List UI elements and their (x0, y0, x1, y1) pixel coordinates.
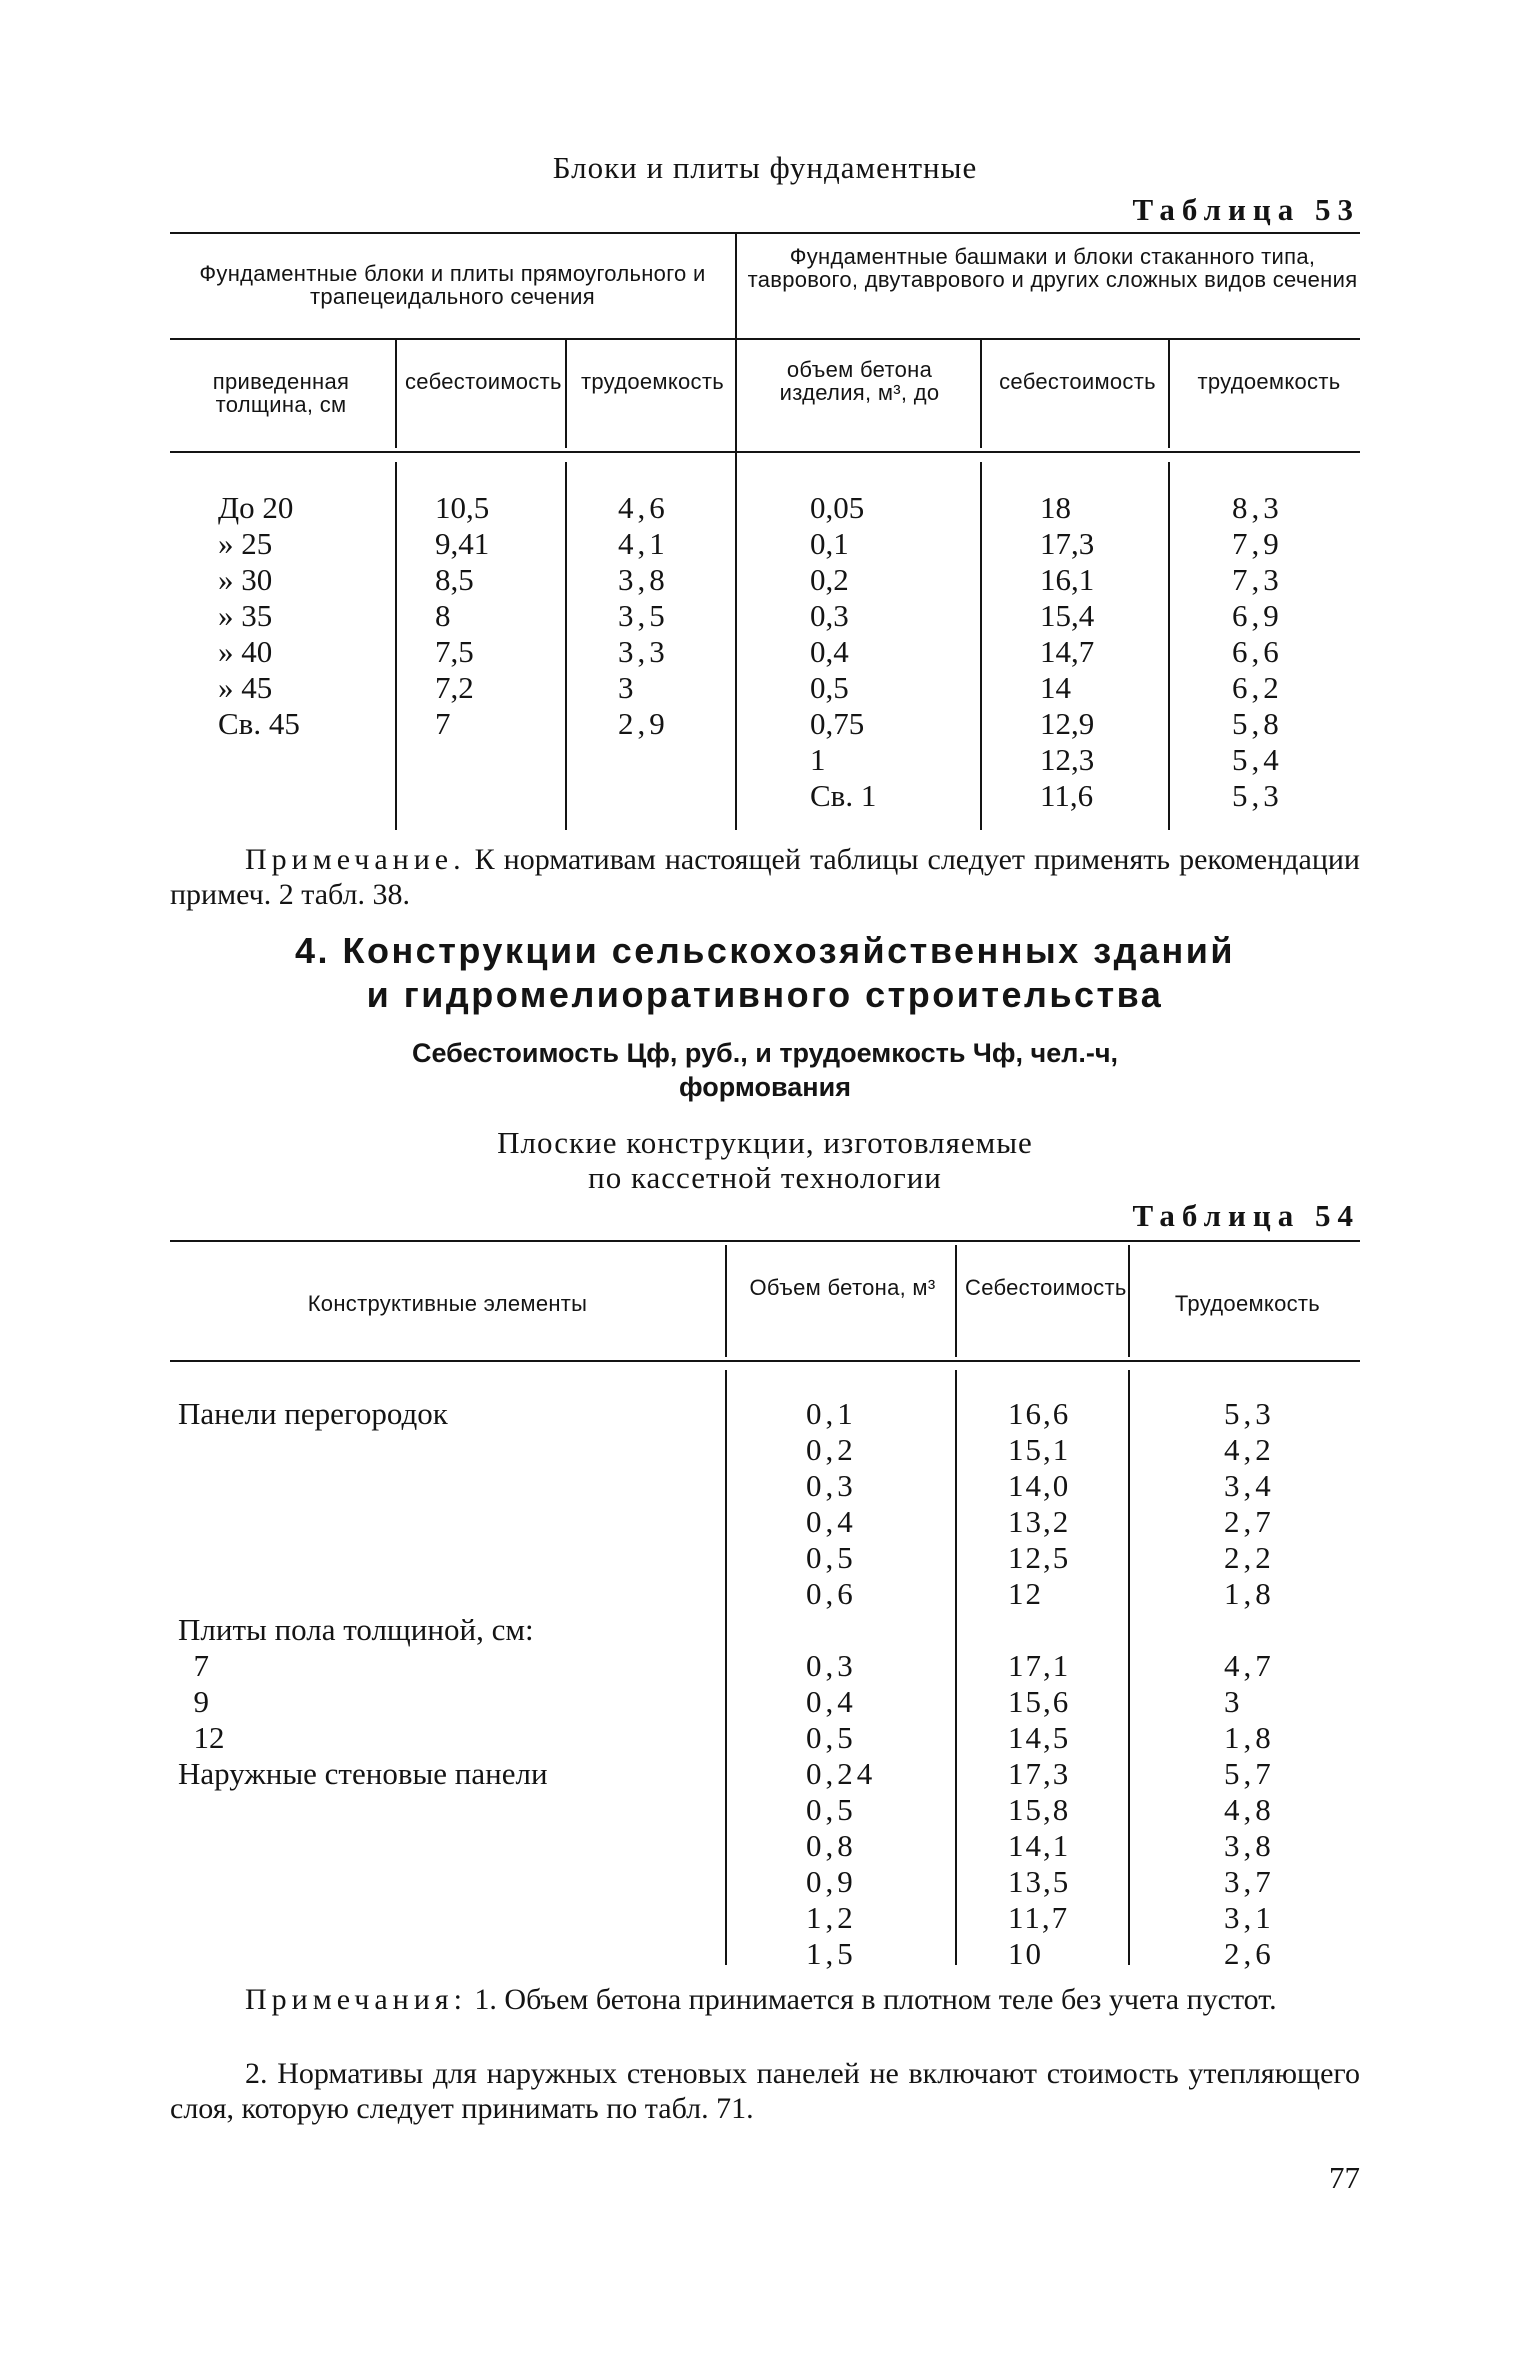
table-cell: » 40 (218, 634, 273, 669)
table53-col-thickness (218, 490, 300, 742)
table-cell: 0,5 (806, 1540, 857, 1575)
table-cell: 7,2 (435, 670, 474, 705)
table53-caption: Блоки и плиты фундаментные (552, 150, 978, 185)
table54-header-cost: Себестоимость (965, 1275, 1127, 1300)
table-cell: 2,7 (1224, 1504, 1275, 1539)
table-cell: 2,6 (1224, 1936, 1275, 1971)
table-cell: 9,41 (435, 526, 490, 561)
table-cell: 7 (178, 1648, 209, 1683)
table-cell: 14 (1040, 670, 1071, 705)
table-cell: » 45 (218, 670, 273, 705)
table-cell: 0,5 (806, 1792, 857, 1827)
table-cell: 6,9 (1232, 598, 1283, 633)
table-cell: 3,4 (1224, 1468, 1275, 1503)
table54-caption-line2: по кассетной технологии (588, 1160, 942, 1195)
table-cell: 1,8 (1224, 1576, 1275, 1611)
table-cell: 8 (435, 598, 451, 633)
table-cell: 0,2 (806, 1432, 857, 1467)
table-cell: 0,4 (806, 1684, 857, 1719)
table54-col-volume (806, 1396, 876, 1972)
table53-divider-b4 (980, 462, 982, 830)
table54-col-labor (1224, 1396, 1275, 1972)
table-cell: 0,1 (810, 526, 849, 561)
table-cell: 16,1 (1040, 562, 1095, 597)
table-cell: » 35 (218, 598, 273, 633)
table-cell: 7,9 (1232, 526, 1283, 561)
table54-note1 (170, 1982, 1360, 2017)
table-cell: 3,8 (1224, 1828, 1275, 1863)
table-cell: 1 (810, 742, 826, 777)
table-cell (178, 1468, 548, 1504)
table-cell: 1,5 (806, 1936, 857, 1971)
table-cell: 0,4 (806, 1504, 857, 1539)
table-cell: 15,4 (1040, 598, 1095, 633)
table-cell: 15,1 (1008, 1432, 1071, 1467)
table54-divider-b1 (725, 1370, 727, 1965)
table53-divider-h2 (565, 338, 567, 448)
table-cell: Панели перегородок (178, 1396, 448, 1431)
table-cell: 12 (178, 1720, 225, 1755)
table-cell: 5,3 (1224, 1396, 1275, 1431)
table54-caption-line1: Плоские конструкции, изготовляемые (497, 1125, 1033, 1160)
table53-divider-b5 (1168, 462, 1170, 830)
table54-divider-h3 (1128, 1245, 1130, 1357)
table53-divider-h5 (1168, 338, 1170, 448)
table54-label: Таблица 54 (1132, 1198, 1360, 1233)
table-cell: 2,9 (618, 706, 669, 741)
table-cell: 3,1 (1224, 1900, 1275, 1935)
table-cell: 4,6 (618, 490, 669, 525)
table-cell: 6,2 (1232, 670, 1283, 705)
table-cell: 3,3 (618, 634, 669, 669)
table-cell: 0,9 (806, 1864, 857, 1899)
table-cell: Наружные стеновые панели (178, 1756, 548, 1791)
table54-divider-h1 (725, 1245, 727, 1357)
table53-header-cost-right: себестоимость (999, 369, 1156, 394)
table-cell: 3,7 (1224, 1864, 1275, 1899)
table54-top-rule (170, 1240, 1360, 1242)
table-cell: Плиты пола толщиной, см: (178, 1612, 534, 1647)
table-cell: Св. 45 (218, 706, 300, 741)
table53-divider-h1 (395, 338, 397, 448)
table53-top-rule (170, 232, 1360, 234)
table-cell (1008, 1612, 1070, 1648)
table-cell: 13,5 (1008, 1864, 1071, 1899)
table-cell: 2,2 (1224, 1540, 1275, 1575)
table-cell: 11,6 (1040, 778, 1094, 813)
table54-note1-text: 1. Объем бетона принимается в плотном теле без учета пустот. (466, 1983, 1277, 2016)
table-cell: 14,0 (1008, 1468, 1071, 1503)
section-title-line1: 4. Конструкции сельскохозяйственных зданий (294, 930, 1236, 971)
table-cell: 0,3 (806, 1648, 857, 1683)
table-cell: 10 (1008, 1936, 1043, 1971)
page-number: 77 (1329, 2160, 1360, 2195)
section-title-line2: и гидромелиоративного строительства (366, 974, 1164, 1015)
table53-group-right: Фундаментные башмаки и блоки стаканного типа, таврового, двутаврового и других сложных видов сечения (747, 244, 1358, 292)
table-cell (178, 1432, 548, 1468)
table-cell: 0,75 (810, 706, 865, 741)
table-cell: 8,5 (435, 562, 474, 597)
table-cell: 0,5 (810, 670, 849, 705)
table53-group-left: Фундаментные блоки и плиты прямоугольного и трапецеидального сечения (199, 261, 706, 309)
table-cell: 0,2 (810, 562, 849, 597)
table-cell: 9 (178, 1684, 209, 1719)
table-cell: 13,2 (1008, 1504, 1071, 1539)
table-cell: 18 (1040, 490, 1071, 525)
table-cell: 0,05 (810, 490, 865, 525)
table-cell: 3 (618, 670, 638, 705)
table-cell: 12,5 (1008, 1540, 1071, 1575)
table54-notes-label: Примечания: (245, 1983, 467, 2016)
table-cell: 14,7 (1040, 634, 1095, 669)
table-cell: 0,6 (806, 1576, 857, 1611)
table53-col-labor-right (1232, 490, 1283, 814)
table-cell: 10,5 (435, 490, 490, 525)
table-cell: 7,3 (1232, 562, 1283, 597)
table-cell: 0,4 (810, 634, 849, 669)
table54-divider-b2 (955, 1370, 957, 1965)
table-cell: 14,5 (1008, 1720, 1071, 1755)
table-cell: 16,6 (1008, 1396, 1071, 1431)
table53-header-volume: объем бетона изделия, м³, до (779, 357, 940, 405)
table53-header-thickness: приведенная толщина, см (212, 369, 350, 417)
table53-col-cost-right (1040, 490, 1094, 814)
table-cell: 3 (1224, 1684, 1244, 1719)
table-cell: 12,3 (1040, 742, 1095, 777)
table-cell: 1,2 (806, 1900, 857, 1935)
table53-divider-main (735, 232, 737, 830)
table53-label: Таблица 53 (1132, 192, 1360, 227)
table-cell: 3,8 (618, 562, 669, 597)
table53-col-labor-left (618, 490, 669, 742)
table-cell (806, 1612, 876, 1648)
table-cell: 7,5 (435, 634, 474, 669)
table-cell: » 25 (218, 526, 273, 561)
section-subtitle-line2: формования (679, 1072, 851, 1102)
table-cell: 0,1 (806, 1396, 857, 1431)
table53-col-cost-left (435, 490, 489, 742)
table54-header-rule (170, 1360, 1360, 1362)
table-cell: До 20 (218, 490, 294, 525)
table-cell (178, 1540, 548, 1576)
table-cell: 8,3 (1232, 490, 1283, 525)
table-cell: 12 (1008, 1576, 1043, 1611)
table-cell: 4,2 (1224, 1432, 1275, 1467)
table-cell: 0,3 (810, 598, 849, 633)
table-cell: 11,7 (1008, 1900, 1070, 1935)
table-cell: 5,4 (1232, 742, 1283, 777)
table-cell: 17,1 (1008, 1648, 1071, 1683)
table53-divider-b2 (565, 462, 567, 830)
table-cell: 0,24 (806, 1756, 877, 1791)
table-cell: 4,7 (1224, 1648, 1275, 1683)
table-cell (178, 1504, 548, 1540)
table-cell: 4,1 (618, 526, 669, 561)
table53-header-labor-right: трудоемкость (1197, 369, 1341, 394)
table54-divider-h2 (955, 1245, 957, 1357)
table54-header-elements: Конструктивные элементы (307, 1291, 588, 1316)
table-cell: Св. 1 (810, 778, 877, 813)
table-cell: 5,7 (1224, 1756, 1275, 1791)
table-cell: 3,5 (618, 598, 669, 633)
table-cell: 17,3 (1008, 1756, 1071, 1791)
table-cell: 12,9 (1040, 706, 1095, 741)
table54-divider-b3 (1128, 1370, 1130, 1965)
table-cell: 5,8 (1232, 706, 1283, 741)
table-cell: 0,8 (806, 1828, 857, 1863)
table54-note2: 2. Нормативы для наружных стеновых панелей не включают стоимость утепляющего слоя, которую следует принимать по табл. 71. (170, 2057, 1360, 2125)
section-subtitle-line1: Себестоимость Цф, руб., и трудоемкость Чф, чел.-ч, (411, 1038, 1119, 1068)
table54-col-cost (1008, 1396, 1070, 1972)
table53-note (170, 842, 1360, 912)
table-cell: 15,6 (1008, 1684, 1071, 1719)
table53-divider-b1 (395, 462, 397, 830)
table-cell: 6,6 (1232, 634, 1283, 669)
table-cell: 14,1 (1008, 1828, 1071, 1863)
table-cell: 5,3 (1232, 778, 1283, 813)
table53-header-labor-left: трудоемкость (580, 369, 724, 394)
table53-divider-h4 (980, 338, 982, 448)
table53-col-volume (810, 490, 876, 814)
table53-note-label: Примечание. (245, 843, 466, 876)
table54-col-elements (178, 1396, 548, 1792)
table-cell: » 30 (218, 562, 273, 597)
table-cell: 0,5 (806, 1720, 857, 1755)
table-cell: 17,3 (1040, 526, 1095, 561)
table53-group-rule (170, 338, 1360, 340)
table-cell: 0,3 (806, 1468, 857, 1503)
table-cell: 15,8 (1008, 1792, 1071, 1827)
table53-header-cost-left: себестоимость (405, 369, 562, 394)
table54-header-labor: Трудоемкость (1174, 1291, 1321, 1316)
table-cell: 4,8 (1224, 1792, 1275, 1827)
table54-header-volume: Объем бетона, м³ (749, 1275, 936, 1300)
table53-note-text: К нормативам настоящей таблицы следует применять рекомендации примеч. 2 табл. 38. (170, 843, 1360, 911)
table-cell (1224, 1612, 1275, 1648)
table53-header-rule (170, 451, 1360, 453)
table-cell: 7 (435, 706, 451, 741)
table-cell: 1,8 (1224, 1720, 1275, 1755)
table-cell (178, 1576, 548, 1612)
